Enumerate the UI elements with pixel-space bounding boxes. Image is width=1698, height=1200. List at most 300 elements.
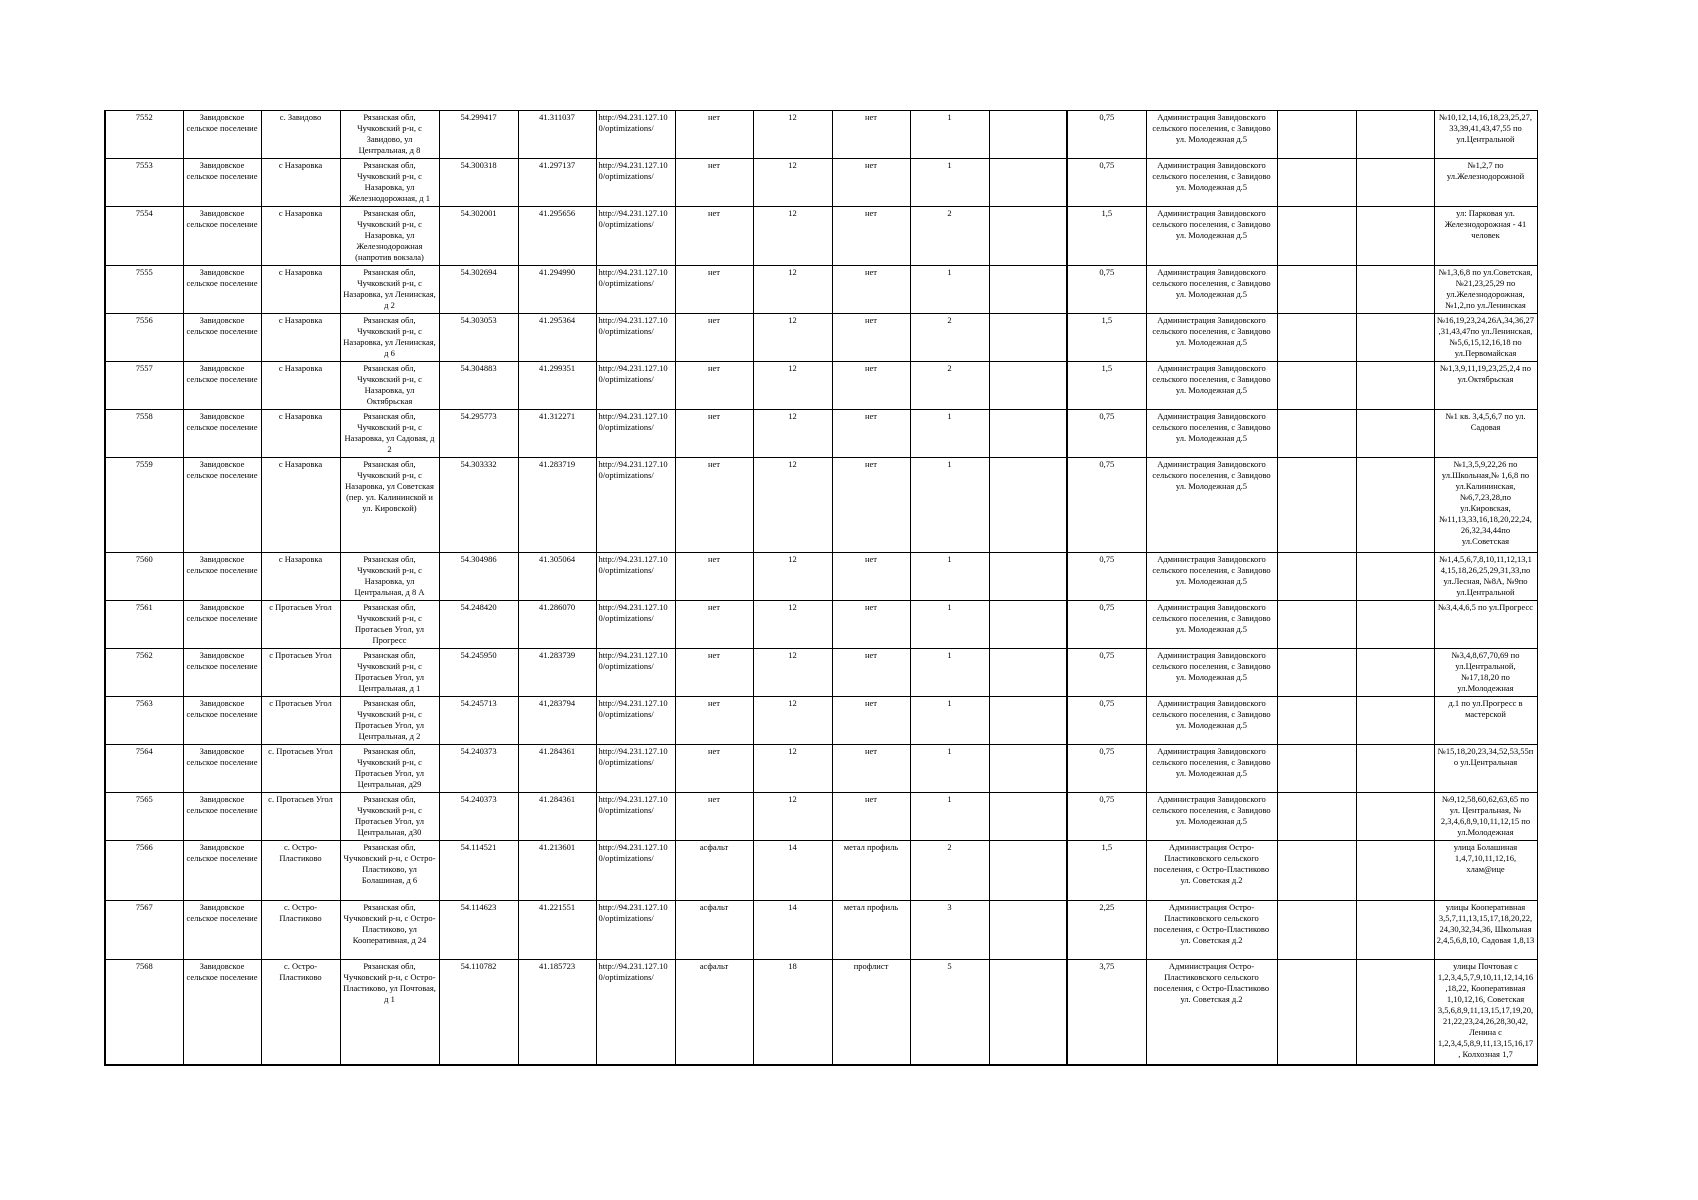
cell-c15 xyxy=(1277,649,1356,697)
cell-served: д.1 по ул.Прогресс в мастерской xyxy=(1434,697,1537,745)
cell-address: Рязанская обл, Чучковский р-н, с Назаровка, ул Ленинская, д 6 xyxy=(340,314,439,362)
cell-locality: с. Протасьев Угол xyxy=(261,745,340,793)
cell-lon: 41.221551 xyxy=(518,901,596,960)
table-row xyxy=(105,314,1537,362)
cell-owner: Администрация Завидовского сельского поселения, с Завидово ул. Молодежная д.5 xyxy=(1146,410,1277,458)
cell-url: http://94.231.127.10 0/optimizations/ xyxy=(596,159,675,207)
cell-bins: 1 xyxy=(910,159,989,207)
cell-settlement: Завидовское сельское поселение xyxy=(183,841,261,901)
table-row xyxy=(105,793,1537,841)
cell-volume: 0,75 xyxy=(1067,697,1146,745)
cell-owner: Администрация Завидовского сельского поселения, с Завидово ул. Молодежная д.5 xyxy=(1146,314,1277,362)
cell-volume: 0,75 xyxy=(1067,410,1146,458)
cell-locality: с Протасьев Угол xyxy=(261,649,340,697)
cell-surface: нет xyxy=(675,314,753,362)
cell-c12 xyxy=(989,697,1067,745)
cell-fence: метал профиль xyxy=(832,841,910,901)
cell-volume: 0,75 xyxy=(1067,793,1146,841)
cell-fence: нет xyxy=(832,601,910,649)
cell-fence: нет xyxy=(832,553,910,601)
cell-settlement: Завидовское сельское поселение xyxy=(183,314,261,362)
cell-id: 7560 xyxy=(105,553,183,601)
cell-c15 xyxy=(1277,960,1356,1066)
cell-area: 12 xyxy=(753,410,832,458)
table-row xyxy=(105,841,1537,901)
cell-served: улица Болашиная 1,4,7,10,11,12,16, хлам@ице xyxy=(1434,841,1537,901)
cell-c12 xyxy=(989,458,1067,553)
cell-c16 xyxy=(1356,410,1434,458)
cell-fence: нет xyxy=(832,793,910,841)
cell-address: Рязанская обл, Чучковский р-н, с Протасьев Угол, ул Прогресс xyxy=(340,601,439,649)
cell-volume: 0,75 xyxy=(1067,458,1146,553)
cell-url: http://94.231.127.10 0/optimizations/ xyxy=(596,458,675,553)
cell-locality: с Назаровка xyxy=(261,314,340,362)
cell-id: 7553 xyxy=(105,159,183,207)
cell-area: 12 xyxy=(753,362,832,410)
cell-area: 12 xyxy=(753,793,832,841)
cell-surface: асфальт xyxy=(675,841,753,901)
cell-owner: Администрация Завидовского сельского поселения, с Завидово ул. Молодежная д.5 xyxy=(1146,458,1277,553)
cell-locality: с Протасьев Угол xyxy=(261,601,340,649)
cell-c16 xyxy=(1356,745,1434,793)
table-row xyxy=(105,553,1537,601)
cell-owner: Администрация Остро-Пластиковского сельского поселения, с Остро-Пластиково ул. Советская д.2 xyxy=(1146,841,1277,901)
cell-lon: 41.284361 xyxy=(518,793,596,841)
cell-served: ул: Парковая ул. Железнодорожная - 41 человек xyxy=(1434,207,1537,266)
cell-id: 7555 xyxy=(105,266,183,314)
cell-id: 7558 xyxy=(105,410,183,458)
cell-fence: нет xyxy=(832,266,910,314)
cell-url: http://94.231.127.10 0/optimizations/ xyxy=(596,111,675,159)
cell-address: Рязанская обл, Чучковский р-н, с Остро-Пластиково, ул Кооперативная, д 24 xyxy=(340,901,439,960)
table-row xyxy=(105,111,1537,159)
cell-surface: нет xyxy=(675,362,753,410)
cell-lon: 41.286070 xyxy=(518,601,596,649)
cell-volume: 0,75 xyxy=(1067,553,1146,601)
cell-lon: 41.284361 xyxy=(518,745,596,793)
cell-url: http://94.231.127.10 0/optimizations/ xyxy=(596,901,675,960)
cell-settlement: Завидовское сельское поселение xyxy=(183,458,261,553)
cell-lon: 41.295656 xyxy=(518,207,596,266)
cell-url: http://94.231.127.10 0/optimizations/ xyxy=(596,314,675,362)
cell-area: 12 xyxy=(753,314,832,362)
cell-lat: 54.300318 xyxy=(439,159,518,207)
cell-served: №16,19,23,24,26А,34,36,27 ,31,43,47по ул.Ленинская, №5,6,15,12,16,18 по ул.Первомайская xyxy=(1434,314,1537,362)
cell-c15 xyxy=(1277,159,1356,207)
cell-served: №1,3,9,11,19,23,25,2,4 по ул.Октябрьская xyxy=(1434,362,1537,410)
cell-lon: 41.297137 xyxy=(518,159,596,207)
cell-owner: Администрация Завидовского сельского поселения, с Завидово ул. Молодежная д.5 xyxy=(1146,362,1277,410)
cell-c12 xyxy=(989,601,1067,649)
cell-address: Рязанская обл, Чучковский р-н, с Назаровка, ул Садовая, д 2 xyxy=(340,410,439,458)
cell-id: 7563 xyxy=(105,697,183,745)
cell-lon: 41.312271 xyxy=(518,410,596,458)
cell-c15 xyxy=(1277,697,1356,745)
cell-lon: 41.283739 xyxy=(518,649,596,697)
cell-locality: с Назаровка xyxy=(261,159,340,207)
cell-id: 7556 xyxy=(105,314,183,362)
cell-id: 7566 xyxy=(105,841,183,901)
cell-locality: с Назаровка xyxy=(261,362,340,410)
cell-bins: 2 xyxy=(910,314,989,362)
cell-surface: нет xyxy=(675,649,753,697)
cell-area: 12 xyxy=(753,111,832,159)
cell-served: №3,4,4,6,5 по ул.Прогресс xyxy=(1434,601,1537,649)
cell-address: Рязанская обл, Чучковский р-н, с Протасьев Угол, ул Центральная, д29 xyxy=(340,745,439,793)
cell-c16 xyxy=(1356,207,1434,266)
cell-locality: с Назаровка xyxy=(261,410,340,458)
cell-bins: 3 xyxy=(910,901,989,960)
cell-area: 12 xyxy=(753,745,832,793)
cell-id: 7565 xyxy=(105,793,183,841)
cell-address: Рязанская обл, Чучковский р-н, с Протасьев Угол, ул Центральная, д 2 xyxy=(340,697,439,745)
cell-lat: 54.114623 xyxy=(439,901,518,960)
cell-settlement: Завидовское сельское поселение xyxy=(183,111,261,159)
cell-id: 7561 xyxy=(105,601,183,649)
cell-bins: 5 xyxy=(910,960,989,1066)
cell-fence: нет xyxy=(832,207,910,266)
cell-bins: 1 xyxy=(910,458,989,553)
cell-c12 xyxy=(989,841,1067,901)
cell-volume: 0,75 xyxy=(1067,266,1146,314)
cell-url: http://94.231.127.10 0/optimizations/ xyxy=(596,410,675,458)
cell-area: 12 xyxy=(753,697,832,745)
cell-bins: 1 xyxy=(910,601,989,649)
cell-c15 xyxy=(1277,207,1356,266)
cell-url: http://94.231.127.10 0/optimizations/ xyxy=(596,362,675,410)
cell-lat: 54.114521 xyxy=(439,841,518,901)
cell-area: 12 xyxy=(753,458,832,553)
cell-locality: с Назаровка xyxy=(261,266,340,314)
cell-id: 7557 xyxy=(105,362,183,410)
cell-lon: 41,283794 xyxy=(518,697,596,745)
cell-locality: с Назаровка xyxy=(261,207,340,266)
cell-c16 xyxy=(1356,960,1434,1066)
cell-owner: Администрация Завидовского сельского поселения, с Завидово ул. Молодежная д.5 xyxy=(1146,697,1277,745)
cell-lat: 54.240373 xyxy=(439,745,518,793)
cell-c16 xyxy=(1356,553,1434,601)
table-row xyxy=(105,960,1537,1066)
cell-served: №10,12,14,16,18,23,25,27, 33,39,41,43,47,55 по ул.Центральной xyxy=(1434,111,1537,159)
cell-bins: 2 xyxy=(910,362,989,410)
cell-url: http://94.231.127.10 0/optimizations/ xyxy=(596,649,675,697)
cell-c12 xyxy=(989,745,1067,793)
cell-url: http://94.231.127.10 0/optimizations/ xyxy=(596,601,675,649)
table-row xyxy=(105,159,1537,207)
cell-c16 xyxy=(1356,697,1434,745)
cell-owner: Администрация Завидовского сельского поселения, с Завидово ул. Молодежная д.5 xyxy=(1146,207,1277,266)
cell-settlement: Завидовское сельское поселение xyxy=(183,649,261,697)
cell-fence: нет xyxy=(832,697,910,745)
cell-surface: асфальт xyxy=(675,901,753,960)
table-row xyxy=(105,266,1537,314)
cell-lat: 54.245713 xyxy=(439,697,518,745)
table-body xyxy=(105,111,1537,1066)
cell-address: Рязанская обл, Чучковский р-н, с Назаровка, ул Советская (пер. ул. Калининской и ул. Кировской) xyxy=(340,458,439,553)
cell-address: Рязанская обл, Чучковский р-н, с Назаровка, ул Железнодорожная, д 1 xyxy=(340,159,439,207)
cell-settlement: Завидовское сельское поселение xyxy=(183,410,261,458)
cell-lat: 54.303332 xyxy=(439,458,518,553)
cell-settlement: Завидовское сельское поселение xyxy=(183,601,261,649)
cell-owner: Администрация Завидовского сельского поселения, с Завидово ул. Молодежная д.5 xyxy=(1146,745,1277,793)
cell-fence: нет xyxy=(832,745,910,793)
cell-fence: нет xyxy=(832,458,910,553)
cell-bins: 1 xyxy=(910,266,989,314)
cell-c12 xyxy=(989,901,1067,960)
cell-url: http://94.231.127.10 0/optimizations/ xyxy=(596,697,675,745)
cell-area: 14 xyxy=(753,841,832,901)
table-row xyxy=(105,362,1537,410)
cell-c15 xyxy=(1277,901,1356,960)
cell-served: улицы Кооперативная 3,5,7,11,13,15,17,18,20,22, 24,30,32,34,36, Школьная 2,4,5,6,8,10, Садовая 1,8,13 xyxy=(1434,901,1537,960)
cell-address: Рязанская обл, Чучковский р-н, с Протасьев Угол, ул Центральная, д 1 xyxy=(340,649,439,697)
cell-c12 xyxy=(989,111,1067,159)
table-row xyxy=(105,207,1537,266)
cell-lat: 54.304883 xyxy=(439,362,518,410)
cell-area: 12 xyxy=(753,649,832,697)
table-row xyxy=(105,458,1537,553)
cell-lon: 41.299351 xyxy=(518,362,596,410)
cell-c16 xyxy=(1356,266,1434,314)
cell-settlement: Завидовское сельское поселение xyxy=(183,901,261,960)
cell-bins: 1 xyxy=(910,745,989,793)
cell-owner: Администрация Завидовского сельского поселения, с Завидово ул. Молодежная д.5 xyxy=(1146,159,1277,207)
cell-settlement: Завидовское сельское поселение xyxy=(183,793,261,841)
cell-url: http://94.231.127.10 0/optimizations/ xyxy=(596,266,675,314)
cell-c15 xyxy=(1277,601,1356,649)
cell-bins: 1 xyxy=(910,111,989,159)
cell-id: 7554 xyxy=(105,207,183,266)
cell-owner: Администрация Завидовского сельского поселения, с Завидово ул. Молодежная д.5 xyxy=(1146,111,1277,159)
cell-surface: нет xyxy=(675,458,753,553)
cell-c16 xyxy=(1356,111,1434,159)
cell-c12 xyxy=(989,266,1067,314)
cell-c16 xyxy=(1356,841,1434,901)
cell-lon: 41.305064 xyxy=(518,553,596,601)
cell-settlement: Завидовское сельское поселение xyxy=(183,207,261,266)
cell-surface: нет xyxy=(675,601,753,649)
cell-address: Рязанская обл, Чучковский р-н, с Назаровка, ул Железнодорожная (напротив вокзала) xyxy=(340,207,439,266)
cell-volume: 0,75 xyxy=(1067,111,1146,159)
cell-area: 14 xyxy=(753,901,832,960)
table-row xyxy=(105,901,1537,960)
cell-served: №15,18,20,23,34,52,53,55п о ул.Центральная xyxy=(1434,745,1537,793)
cell-owner: Администрация Завидовского сельского поселения, с Завидово ул. Молодежная д.5 xyxy=(1146,601,1277,649)
cell-url: http://94.231.127.10 0/optimizations/ xyxy=(596,745,675,793)
cell-c15 xyxy=(1277,266,1356,314)
cell-volume: 3,75 xyxy=(1067,960,1146,1066)
cell-c15 xyxy=(1277,362,1356,410)
table-row xyxy=(105,649,1537,697)
cell-settlement: Завидовское сельское поселение xyxy=(183,745,261,793)
table-row xyxy=(105,601,1537,649)
cell-fence: нет xyxy=(832,314,910,362)
cell-served: улицы Почтовая с 1,2,3,4,5,7,9,10,11,12,14,16 ,18,22, Кооперативная 1,10,12,16, Советская 3,5,6,8,9,11,13,15,17,19,20, 21,22,23,24,26,28,30,42, Ленина с 1,2,3,4,5,8,9,11,13,15,16,17 , Колхозная 1,7 xyxy=(1434,960,1537,1066)
cell-bins: 1 xyxy=(910,697,989,745)
cell-lat: 54.110782 xyxy=(439,960,518,1066)
cell-url: http://94.231.127.10 0/optimizations/ xyxy=(596,207,675,266)
table-row xyxy=(105,410,1537,458)
cell-bins: 1 xyxy=(910,649,989,697)
cell-url: http://94.231.127.10 0/optimizations/ xyxy=(596,553,675,601)
cell-address: Рязанская обл, Чучковский р-н, с Назаровка, ул Октябрьская xyxy=(340,362,439,410)
cell-settlement: Завидовское сельское поселение xyxy=(183,553,261,601)
cell-fence: нет xyxy=(832,159,910,207)
cell-surface: нет xyxy=(675,207,753,266)
cell-volume: 0,75 xyxy=(1067,649,1146,697)
cell-surface: нет xyxy=(675,793,753,841)
cell-c16 xyxy=(1356,458,1434,553)
cell-settlement: Завидовское сельское поселение xyxy=(183,266,261,314)
cell-settlement: Завидовское сельское поселение xyxy=(183,697,261,745)
cell-lat: 54.295773 xyxy=(439,410,518,458)
cell-volume: 2,25 xyxy=(1067,901,1146,960)
cell-surface: нет xyxy=(675,410,753,458)
cell-c12 xyxy=(989,410,1067,458)
cell-c12 xyxy=(989,362,1067,410)
cell-c16 xyxy=(1356,314,1434,362)
cell-locality: с. Остро-Пластиково xyxy=(261,960,340,1066)
cell-surface: нет xyxy=(675,697,753,745)
cell-address: Рязанская обл, Чучковский р-н, с Завидово, ул Центральная, д 8 xyxy=(340,111,439,159)
cell-c12 xyxy=(989,960,1067,1066)
cell-lat: 54.304986 xyxy=(439,553,518,601)
cell-c12 xyxy=(989,649,1067,697)
cell-volume: 0,75 xyxy=(1067,601,1146,649)
cell-c16 xyxy=(1356,649,1434,697)
cell-id: 7559 xyxy=(105,458,183,553)
cell-lat: 54.302001 xyxy=(439,207,518,266)
cell-settlement: Завидовское сельское поселение xyxy=(183,159,261,207)
cell-c12 xyxy=(989,314,1067,362)
cell-lon: 41.213601 xyxy=(518,841,596,901)
cell-id: 7562 xyxy=(105,649,183,697)
cell-lon: 41.311037 xyxy=(518,111,596,159)
cell-address: Рязанская обл, Чучковский р-н, с Назаровка, ул Центральная, д 8 А xyxy=(340,553,439,601)
cell-lat: 54.302694 xyxy=(439,266,518,314)
cell-served: №1 кв. 3,4,5,6,7 по ул. Садовая xyxy=(1434,410,1537,458)
cell-lat: 54.303053 xyxy=(439,314,518,362)
cell-lat: 54.248420 xyxy=(439,601,518,649)
cell-fence: нет xyxy=(832,649,910,697)
cell-fence: метал профиль xyxy=(832,901,910,960)
cell-volume: 0,75 xyxy=(1067,745,1146,793)
cell-lon: 41.294990 xyxy=(518,266,596,314)
cell-c15 xyxy=(1277,458,1356,553)
cell-volume: 1,5 xyxy=(1067,207,1146,266)
cell-area: 18 xyxy=(753,960,832,1066)
cell-id: 7552 xyxy=(105,111,183,159)
cell-locality: с. Протасьев Угол xyxy=(261,793,340,841)
cell-c16 xyxy=(1356,601,1434,649)
table-row xyxy=(105,697,1537,745)
cell-url: http://94.231.127.10 0/optimizations/ xyxy=(596,960,675,1066)
cell-c12 xyxy=(989,553,1067,601)
waste-sites-registry-table xyxy=(104,110,1538,1066)
cell-owner: Администрация Завидовского сельского поселения, с Завидово ул. Молодежная д.5 xyxy=(1146,793,1277,841)
cell-served: №1,2,7 по ул.Железнодорожной xyxy=(1434,159,1537,207)
cell-id: 7564 xyxy=(105,745,183,793)
cell-volume: 0,75 xyxy=(1067,159,1146,207)
cell-served: №9,12,58,60,62,63,65 по ул. Центральная, № 2,3,4,6,8,9,10,11,12,15 по ул.Молодежная xyxy=(1434,793,1537,841)
cell-lat: 54.299417 xyxy=(439,111,518,159)
cell-surface: асфальт xyxy=(675,960,753,1066)
cell-url: http://94.231.127.10 0/optimizations/ xyxy=(596,841,675,901)
cell-c15 xyxy=(1277,314,1356,362)
cell-bins: 2 xyxy=(910,841,989,901)
cell-locality: с Протасьев Угол xyxy=(261,697,340,745)
cell-c15 xyxy=(1277,553,1356,601)
cell-surface: нет xyxy=(675,745,753,793)
cell-id: 7568 xyxy=(105,960,183,1066)
cell-surface: нет xyxy=(675,111,753,159)
cell-c16 xyxy=(1356,901,1434,960)
cell-lon: 41.283719 xyxy=(518,458,596,553)
cell-bins: 1 xyxy=(910,410,989,458)
cell-locality: с. Остро-Пластиково xyxy=(261,841,340,901)
table-row xyxy=(105,745,1537,793)
cell-locality: с. Остро-Пластиково xyxy=(261,901,340,960)
cell-c15 xyxy=(1277,410,1356,458)
cell-owner: Администрация Завидовского сельского поселения, с Завидово ул. Молодежная д.5 xyxy=(1146,266,1277,314)
cell-area: 12 xyxy=(753,553,832,601)
cell-c15 xyxy=(1277,111,1356,159)
cell-area: 12 xyxy=(753,601,832,649)
cell-locality: с. Завидово xyxy=(261,111,340,159)
cell-fence: нет xyxy=(832,410,910,458)
cell-c16 xyxy=(1356,793,1434,841)
cell-address: Рязанская обл, Чучковский р-н, с Остро-Пластиково, ул Почтовая, д 1 xyxy=(340,960,439,1066)
cell-settlement: Завидовское сельское поселение xyxy=(183,362,261,410)
cell-c16 xyxy=(1356,362,1434,410)
cell-area: 12 xyxy=(753,207,832,266)
cell-url: http://94.231.127.10 0/optimizations/ xyxy=(596,793,675,841)
cell-owner: Администрация Завидовского сельского поселения, с Завидово ул. Молодежная д.5 xyxy=(1146,649,1277,697)
cell-c12 xyxy=(989,793,1067,841)
cell-volume: 1,5 xyxy=(1067,841,1146,901)
cell-owner: Администрация Завидовского сельского поселения, с Завидово ул. Молодежная д.5 xyxy=(1146,553,1277,601)
cell-volume: 1,5 xyxy=(1067,362,1146,410)
cell-c15 xyxy=(1277,793,1356,841)
cell-locality: с Назаровка xyxy=(261,553,340,601)
cell-settlement: Завидовское сельское поселение xyxy=(183,960,261,1066)
cell-fence: нет xyxy=(832,362,910,410)
cell-served: №1,4,5,6,7,8,10,11,12,13,1 4,15,18,26,25,29,31,33,по ул.Лесная, №8А, №9по ул.Центральной xyxy=(1434,553,1537,601)
cell-address: Рязанская обл, Чучковский р-н, с Назаровка, ул Ленинская, д 2 xyxy=(340,266,439,314)
cell-address: Рязанская обл, Чучковский р-н, с Остро-Пластиково, ул Болашиная, д 6 xyxy=(340,841,439,901)
cell-served: №3,4,8,67,70,69 по ул.Центральной, №17,18,20 по ул.Молодежная xyxy=(1434,649,1537,697)
cell-c16 xyxy=(1356,159,1434,207)
cell-id: 7567 xyxy=(105,901,183,960)
cell-lon: 41.185723 xyxy=(518,960,596,1066)
cell-surface: нет xyxy=(675,159,753,207)
cell-surface: нет xyxy=(675,553,753,601)
cell-lat: 54.240373 xyxy=(439,793,518,841)
cell-c12 xyxy=(989,207,1067,266)
cell-fence: нет xyxy=(832,111,910,159)
cell-locality: с Назаровка xyxy=(261,458,340,553)
cell-owner: Администрация Остро-Пластиковского сельского поселения, с Остро-Пластиково ул. Советская д.2 xyxy=(1146,901,1277,960)
cell-fence: профлист xyxy=(832,960,910,1066)
cell-lat: 54.245950 xyxy=(439,649,518,697)
cell-served: №1,3,6,8 по ул.Советская, №21,23,25,29 по ул.Железнодорожная, №1,2,по ул.Ленинская xyxy=(1434,266,1537,314)
cell-bins: 1 xyxy=(910,793,989,841)
cell-volume: 1,5 xyxy=(1067,314,1146,362)
cell-c15 xyxy=(1277,745,1356,793)
cell-bins: 1 xyxy=(910,553,989,601)
cell-served: №1,3,5,9,22,26 по ул.Школьная,№ 1,6,8 по ул.Калининская, №6,7,23,28,по ул.Кировская, №11,13,33,16,18,20,22,24, 26,32,34,44по ул.Советская xyxy=(1434,458,1537,553)
cell-c15 xyxy=(1277,841,1356,901)
